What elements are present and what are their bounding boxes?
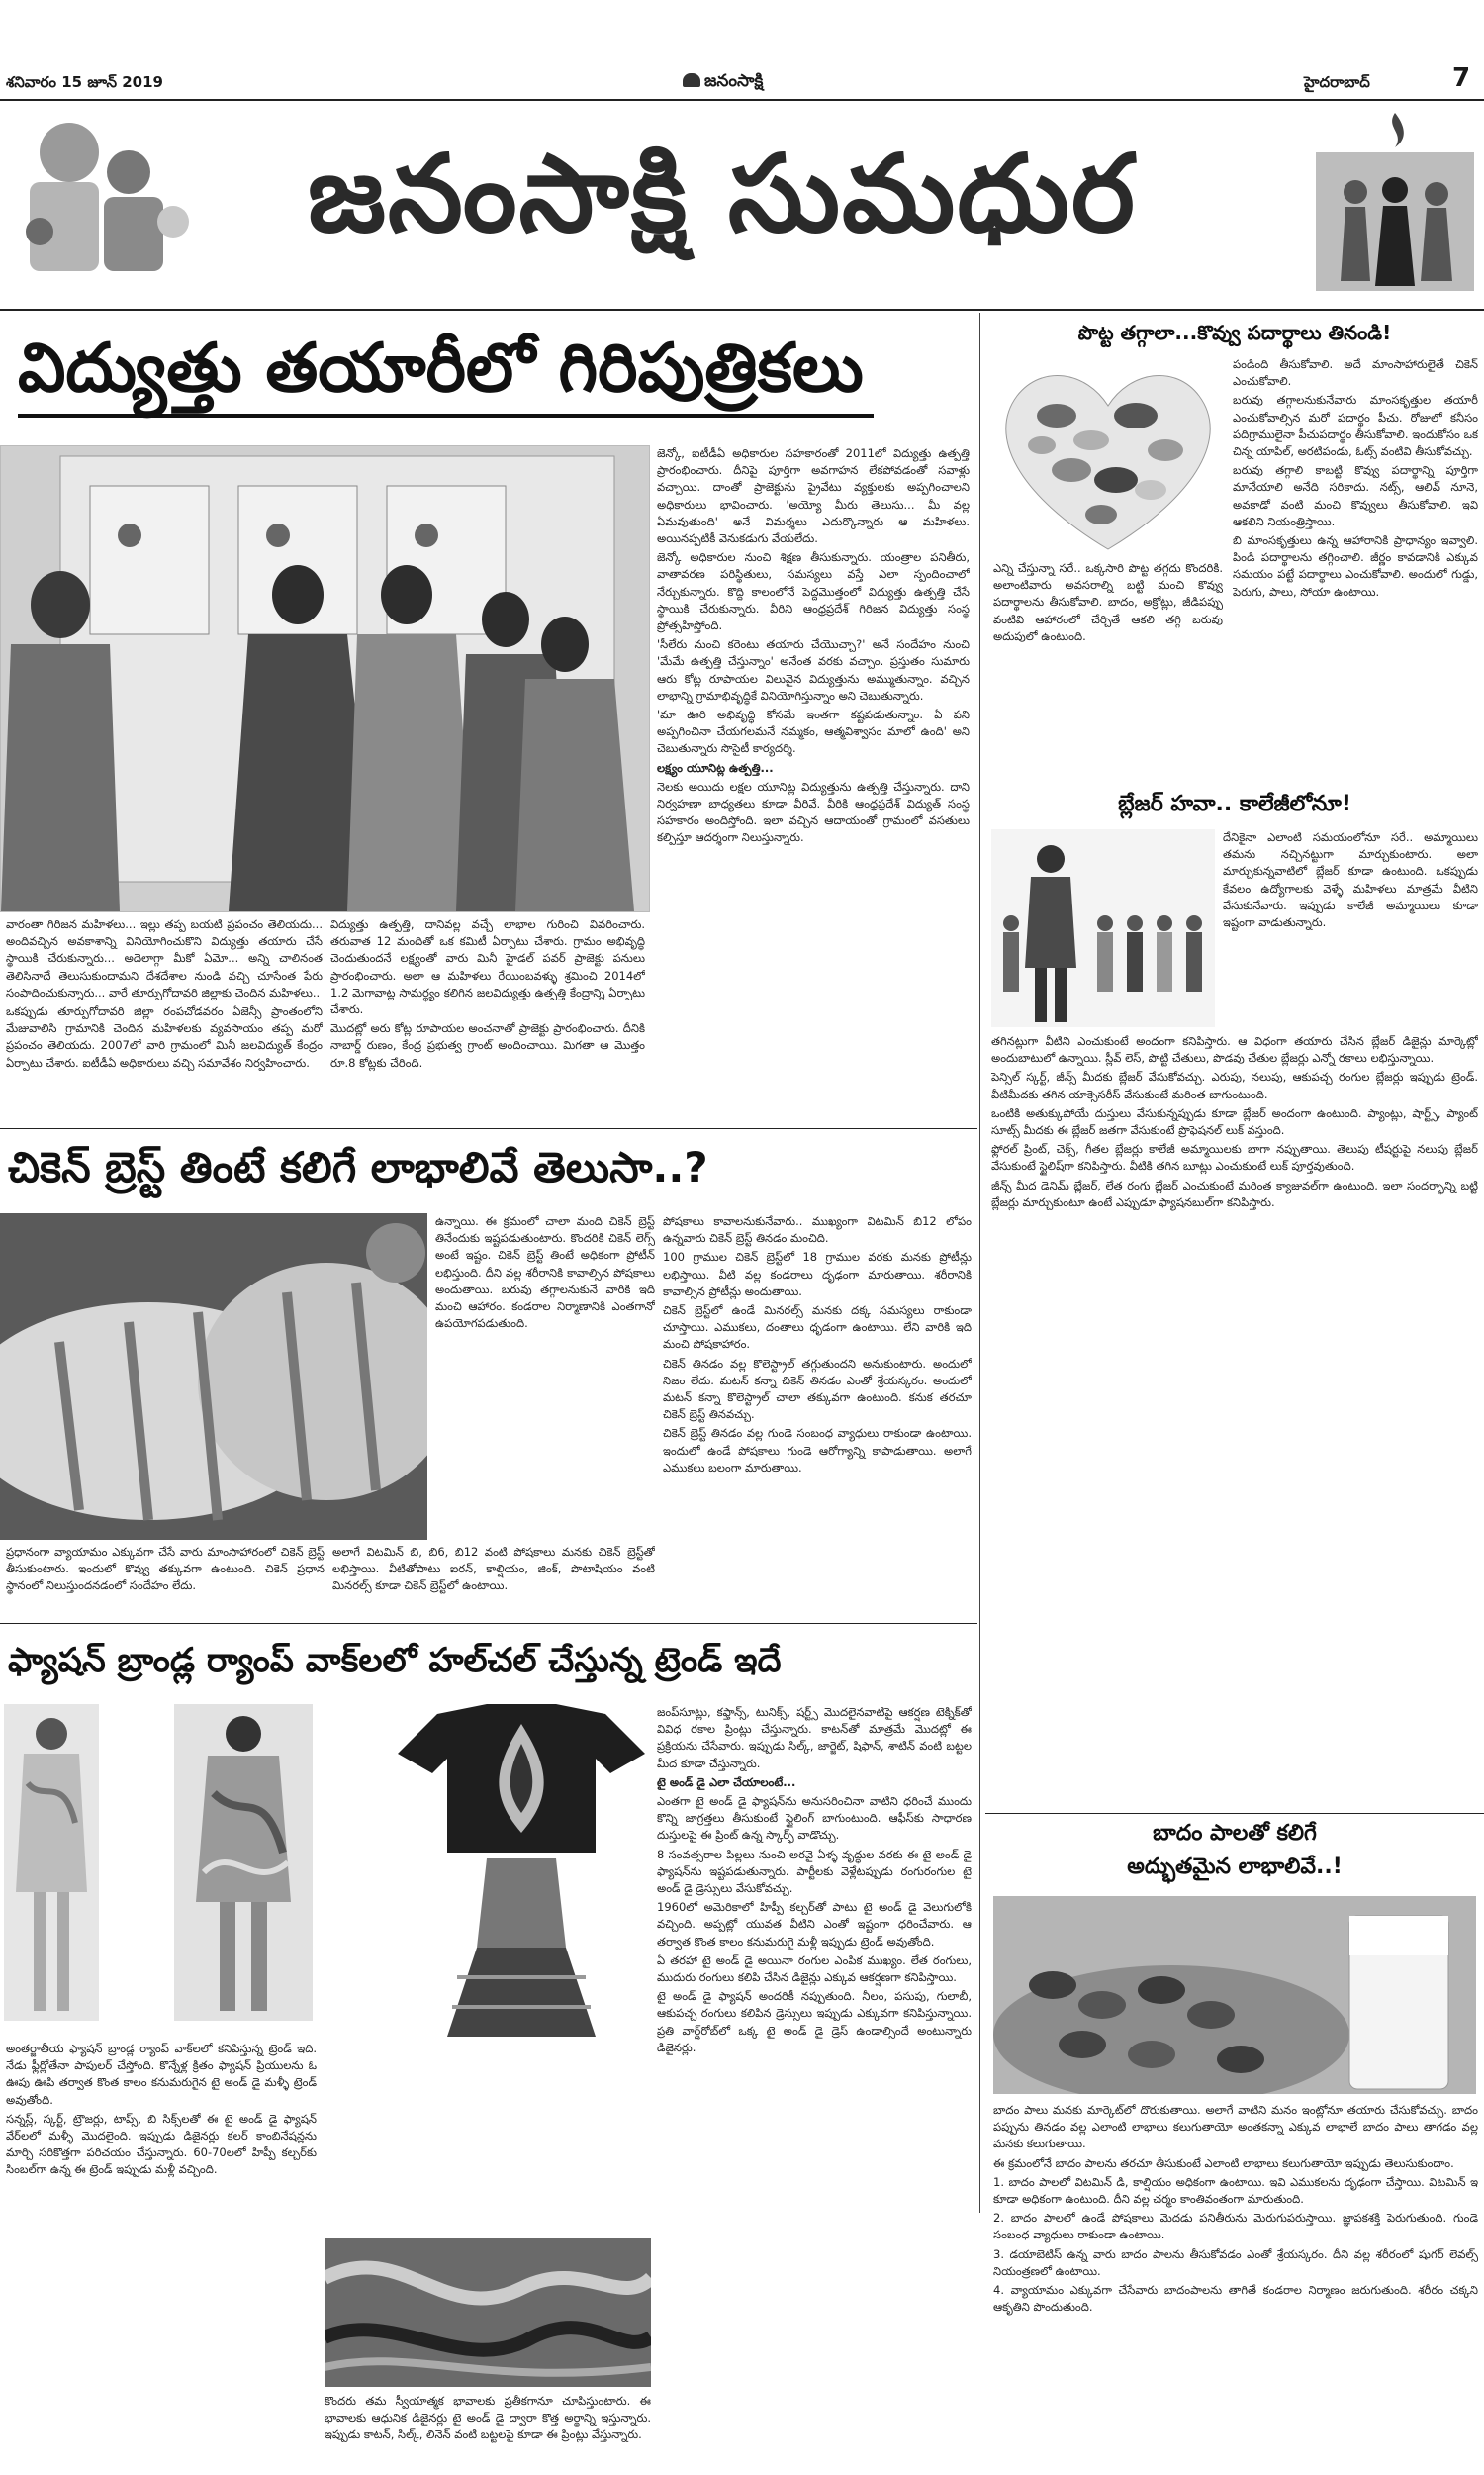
banner-left-illustration bbox=[10, 113, 208, 281]
chicken-col2 bbox=[663, 1213, 972, 1619]
dryfruits-side: ఎన్ని చేస్తున్నా సరే.. ఒక్కసారి పొట్ట తగ్గదు కొందరికి. అలాంటివారు అవసరాల్ని బట్టి మంచి కొవ్వు పదార్థాలను తీసుకోవాలి. బాదం, అక్రోట్లు, జీడిపప్పు వంటివి ఆహారంలో చేర్చితే ఆకలి తగ్గి బరువు అదుపులో ఉంటుంది. bbox=[993, 561, 1223, 643]
main-col1 bbox=[6, 916, 323, 1154]
fashion-col3-p1: జంప్‌సూట్లు, కఫ్తాన్స్, టునిక్స్, షర్ట్స్ మొదలైనవాటిపై ఆకర్షణ టెక్నిక్‌తో వివిధ రకాల ప్రింట్లు చేస్తున్నారు. కాటన్‌తో మాత్రమే మొదట్లో ఈ ప్రక్రియను చేసేవారు. ఇప్పుడు సిల్క్, జార్జెట్, షిఫాన్, శాటిన్ వంటి బట్టల మీద కూడా చేస్తున్నారు. bbox=[657, 1705, 972, 1770]
fashion-photo-fabric bbox=[325, 2238, 651, 2387]
main-col3-p4: 'మా ఊరి అభివృద్ధి కోసమే ఇంతగా కష్టపడుతున్నాం. ఏ పని అప్పగించినా చేయగలమనే నమ్మకం, ఆత్మవిశ్వాసం మాలో ఉంది' అని చెబుతున్నారు సొసైటీ కార్యదర్శి. bbox=[657, 708, 970, 756]
dryfruits-body bbox=[1233, 356, 1478, 782]
almond-headline-line2: అద్భుతమైన లాభాలివే..! bbox=[1127, 1855, 1343, 1879]
logo-icon bbox=[683, 73, 700, 87]
blazer-p4: ఫ్లోరల్ ప్రింట్, చెక్స్, గీతల బ్లేజర్లు కాలేజీ అమ్మాయిలకు బాగా నప్పుతాయి. తెలుపు టీషర్టుపై నలుపు బ్లేజర్ వేసుకుంటే స్టైలిష్‌గా కనిపిస్తారు. వీటికి తగిన బూట్లు ఎంచుకుంటే లుక్ పూర్తవుతుంది. bbox=[991, 1142, 1478, 1174]
main-col3-p5: నెలకు అయిదు లక్షల యూనిట్ల విద్యుత్తును ఉత్పత్తి చేస్తున్నారు. దాని నిర్వహణా బాధ్యతలు కూడా వీరివే. వీరికి ఆంధ్రప్రదేశ్ విద్యుత్ సంస్థ సహకారం అందిస్తోంది. ఇలా వచ్చిన ఆదాయంతో గ్రామంలో వసతులు కల్పిస్తూ ఆదర్శంగా నిలుస్తున్నారు. bbox=[657, 779, 970, 845]
fashion-top-rule bbox=[0, 1623, 977, 1624]
chicken-article bbox=[0, 1130, 977, 1625]
dryfruits-p1: పండింది తీసుకోవాలి. అదే మాంసాహారులైతే చికెన్ ఎంచుకోవాలి. bbox=[1233, 357, 1478, 389]
main-article bbox=[0, 313, 974, 1164]
main-col3 bbox=[657, 445, 970, 1154]
fashion-col3-subhead: టై అండ్ డై ఎలా చేయాలంటే... bbox=[657, 1774, 796, 1789]
almond-photo bbox=[993, 1896, 1476, 2094]
chicken-photo bbox=[0, 1213, 427, 1540]
fashion-col3-p6: టై అండ్ డై ఫ్యాషన్ అందరికీ నప్పుతుంది. నీలం, పసుపు, గులాబీ, ఆకుపచ్చ రంగులు కలిపిన డ్రెస్సులు ఇప్పుడు ఎక్కువగా కనిపిస్తున్నాయి. ప్రతి వార్డ్‌రోబ్‌లో ఒక్క టై అండ్ డై డ్రెస్ ఉండాల్సిందే అంటున్నారు డిజైనర్లు. bbox=[657, 1989, 972, 2054]
fashion-photo-dress bbox=[427, 1858, 615, 2037]
chicken-p4: చికెన్ తినడం వల్ల కొలెస్ట్రాల్ తగ్గుతుందని అనుకుంటారు. అందులో నిజం లేదు. మటన్ కన్నా చికెన్ తినడం ఎంతో శ్రేయస్కరం. అందులో మటన్ కన్నా కొలెస్ట్రాల్ చాలా తక్కువగా ఉంటుంది. కనుక తరచూ చికెన్ బ్రెస్ట్ తినవచ్చు. bbox=[663, 1356, 972, 1422]
main-headline: విద్యుత్తు తయారీలో గిరిపుత్రికలు bbox=[18, 325, 874, 418]
chicken-side: ఉన్నాయి. ఈ క్రమంలో చాలా మంది చికెన్ బ్రెస్ట్ తినేందుకు ఇష్టపడుతుంటారు. కొందరికి చికెన్ లెగ్స్ అంటే ఇష్టం. చికెన్ బ్రెస్ట్ తింటే అధికంగా ప్రోటీన్ లభిస్తుంది. దీని వల్ల శరీరానికి కావాల్సిన పోషకాలు అందుతాయి. బరువు తగ్గాలనుకునే వారికి ఇది మంచి ఆహారం. కండరాల నిర్మాణానికి ఎంతగానో ఉపయోగపడుతుంది. bbox=[435, 1214, 655, 1331]
header-paper-name: జనంసాక్షి bbox=[704, 71, 764, 91]
header-paper-logo bbox=[683, 71, 763, 95]
almond-top-rule bbox=[985, 1813, 1484, 1814]
blazer-p5: జీన్స్ మీద డెనిమ్ బ్లేజర్, లేత రంగు బ్లేజర్ ఎంచుకుంటే మరింత క్యాజువల్‌గా ఉంటుంది. ఇలా సందర్భాన్ని బట్టి బ్లేజర్లు మార్చుకుంటూ ఉంటే ఎప్పుడూ ఫ్యాషనబుల్‌గా కనిపిస్తారు. bbox=[991, 1178, 1478, 1209]
main-col3-p2: జెన్కో అధికారుల నుంచి శిక్షణ తీసుకున్నారు. యంత్రాల పనితీరు, వాతావరణ పరిస్థితులు, సమస్యలు వస్తే ఎలా స్పందించాలో నేర్చుకున్నారు. కొద్ది కాలంలోనే పెద్దమొత్తంలో విద్యుత్తు ఉత్పత్తి చేసే స్థాయికి చేరుకున్నారు. వీరిని ఆంధ్రప్రదేశ్ గిరిజన విద్యుత్తు సంస్థ ప్రోత్సహిస్తోంది. bbox=[657, 550, 970, 633]
main-col2-p1: విద్యుత్తు ఉత్పత్తి, దానివల్ల వచ్చే లాభాల గురించి వివరించారు. తరువాత 12 మందితో ఒక కమిటీ ఏర్పాటు చేశారు. గ్రామం అభివృద్ధి చెందుతుందనే లక్ష్యంతో వారు మినీ హైడల్ పవర్ ప్రాజెక్టు పనులు ప్రారంభించారు. అలా ఆ మహిళలు రేయింబవళ్ళు శ్రమించి 2014లో 1.2 మెగావాట్ల సామర్థ్యం కలిగిన జలవిద్యుత్తు ఉత్పత్తి కేంద్రాన్ని ఏర్పాటు చేశారు. bbox=[330, 917, 645, 1017]
blazer-article bbox=[985, 792, 1484, 1811]
almond-body bbox=[993, 2102, 1478, 2462]
main-col3-subhead: లక్ష్యం యూనిట్ల ఉత్పత్తి... bbox=[657, 760, 774, 775]
chicken-top-rule bbox=[0, 1128, 977, 1129]
chicken-bottom2: అలాగే విటమిన్ బి, బి6, బి12 వంటి పోషకాలు మనకు చికెన్ బ్రెస్ట్‌తో లభిస్తాయి. వీటితోపాటు ఐరన్, కాల్షియం, జింక్, పొటాషియం వంటి మినరల్స్ కూడా చికెన్ బ్రెస్ట్‌లో ఉంటాయి. bbox=[332, 1545, 655, 1593]
header-rule bbox=[0, 99, 1484, 101]
blazer-photo bbox=[991, 829, 1215, 1027]
fashion-bottom-p1: అంతర్జాతీయ ఫ్యాషన్ బ్రాండ్ల ర్యాంప్ వాక్‌లలో కనిపిస్తున్న ట్రెండ్ ఇది. నేడు ఫ్లీర్లోతేనా పాపులర్ చేస్తోంది. కొన్నేళ్ల క్రితం ఫ్యాషన్ ప్రియులను ఓ ఊపు ఊపి తర్వాత కొంత కాలం కనుమరుగైన టై అండ్ డై మళ్ళీ ట్రెండ్ అవుతోంది. bbox=[6, 2042, 317, 2107]
fashion-article bbox=[0, 1625, 977, 2474]
chicken-bottom: ప్రధానంగా వ్యాయామం ఎక్కువగా చేసే వారు మాంసాహారంలో చికెన్ బ్రెస్ట్ తీసుకుంటారు. ఇందులో కొవ్వు తక్కువగా ఉంటుంది. చికెన్ ప్రధాన స్థానంలో నిలుస్తుందనడంలో సందేహం లేదు. bbox=[6, 1545, 325, 1593]
fashion-photo-tshirt bbox=[398, 1704, 645, 1853]
header-date: శనివారం 15 జూన్ 2019 bbox=[6, 73, 163, 91]
blazer-p2: పెన్సిల్ స్కర్ట్, జీన్స్ మీదకు బ్లేజర్ వేసుకోవచ్చు. ఎరుపు, నలుపు, ఆకుపచ్చ రంగుల బ్లేజర్లు ఇప్పుడు ట్రెండ్. వీటిమీదకు తగిన యాక్సెసరీస్ వేసుకుంటే మరింత బాగుంటుంది. bbox=[991, 1070, 1478, 1101]
chicken-p5: చికెన్ బ్రెస్ట్ తినడం వల్ల గుండె సంబంధ వ్యాధులు రాకుండా ఉంటాయి. ఇందులో ఉండే పోషకాలు గుండె ఆరోగ్యాన్ని కాపాడుతాయి. అలాగే ఎముకలు బలంగా మారుతాయి. bbox=[663, 1426, 972, 1475]
main-col2 bbox=[330, 916, 645, 1154]
almond-p6: 4. వ్యాయామం ఎక్కువగా చేసేవారు బాదంపాలను తాగితే కండరాల నిర్మాణం జరుగుతుంది. శరీరం చక్కని ఆకృతిని పొందుతుంది. bbox=[993, 2283, 1478, 2315]
chicken-p2: 100 గ్రాముల చికెన్ బ్రెస్ట్‌లో 18 గ్రాముల వరకు మనకు ప్రోటీన్లు లభిస్తాయి. వీటి వల్ల కండరాలు దృఢంగా మారుతాయి. శరీరానికి కావాల్సిన ప్రోటీన్లు అందుతాయి. bbox=[663, 1250, 972, 1298]
almond-p3: 1. బాదం పాలలో విటమిన్ డి, కాల్షియం అధికంగా ఉంటాయి. ఇవి ఎముకలను దృఢంగా చేస్తాయి. విటమిన్ ఇ కూడా అధికంగా ఉంటుంది. దీని వల్ల చర్మం కాంతివంతంగా మారుతుంది. bbox=[993, 2174, 1478, 2207]
almond-p2: ఈ క్రమంలోనే బాదం పాలను తరచూ తీసుకుంటే ఎలాంటి లాభాలు కలుగుతాయో ఇప్పుడు తెలుసుకుందాం. bbox=[993, 2155, 1454, 2170]
section-banner bbox=[0, 103, 1484, 307]
chicken-headline: చికెన్ బ్రెస్ట్ తింటే కలిగే లాభాలివే తెలుసా..? bbox=[8, 1143, 708, 1191]
main-col3-p1: జెన్కో, ఐటీడీఏ అధికారుల సహకారంతో 2011లో విద్యుత్తు ఉత్పత్తి ప్రారంభించారు. దీనిపై పూర్తిగా అవగాహన లేకపోవడంతో సవాళ్లు వచ్చాయి. దాంతో ప్రాజెక్టును ప్రైవేటు వ్యక్తులకు అప్పగించాలని అధికారులు భావించారు. 'అయ్యో మీరు తెలుసు... మీ వల్ల ఏమవుతుంది' అనే విమర్శలు ఎదుర్కొన్నారు ఆ మహిళలు. అయినప్పటికీ వెనుకడుగు వేయలేదు. bbox=[657, 446, 970, 546]
dryfruits-article bbox=[985, 313, 1484, 788]
page-header bbox=[0, 0, 1484, 105]
fashion-bottom bbox=[6, 2041, 317, 2468]
almond-article bbox=[985, 1815, 1484, 2468]
almond-p5: 3. డయాబెటిస్ ఉన్న వారు బాదం పాలను తీసుకోవడం ఎంతో శ్రేయస్కరం. దీని వల్ల శరీరంలో షుగర్ లెవల్స్ నియంత్రణలో ఉంటాయి. bbox=[993, 2246, 1478, 2278]
header-city: హైదరాబాద్ bbox=[1304, 73, 1370, 91]
almond-p4: 2. బాదం పాలలో ఉండే పోషకాలు మెదడు పనితీరును మెరుగుపరుస్తాయి. జ్ఞాపకశక్తి పెరుగుతుంది. గుండె సంబంధ వ్యాధులు రాకుండా ఉంటాయి. bbox=[993, 2211, 1478, 2242]
main-col3-p3: 'సీలేరు నుంచి కరెంటు తయారు చేయొచ్చా?' అనే సందేహం నుంచి 'మేమే ఉత్పత్తి చేస్తున్నాం' అనేంత వరకు వచ్చాం. ప్రస్తుతం సుమారు ఆరు కోట్ల రూపాయల విలువైన విద్యుత్తును అమ్ముతున్నాం. వచ్చిన లాభాన్ని గ్రామాభివృద్ధికే వినియోగిస్తున్నాం అని చెబుతున్నారు. bbox=[657, 637, 970, 703]
fashion-col2-bottom: కొందరు తమ స్వీయాత్మక భావాలకు ప్రతీకగానూ చూపిస్తుంటారు. ఈ భావాలకు ఆధునిక డిజైనర్లు టై అండ్ డై ద్వారా కొత్త అర్థాన్ని ఇస్తున్నారు. ఇప్పుడు కాటన్, సిల్క్, లినెన్ వంటి బట్టలపై కూడా ఈ ప్రింట్లు వేస్తున్నారు. bbox=[325, 2394, 651, 2442]
blazer-p1: తగినట్లుగా వీటిని ఎంచుకుంటే అందంగా కనిపిస్తారు. ఆ విధంగా తయారు చేసిన బ్లేజర్ డిజైన్లు మార్కెట్లో అందుబాటులో ఉన్నాయి. స్లీవ్ లెస్, పొట్టి చేతులు, పొడవు చేతుల బ్లేజర్లు ఎన్నో రకాలు లభిస్తున్నాయి. bbox=[991, 1034, 1478, 1066]
banner-rule bbox=[0, 309, 1484, 311]
fashion-col3-p4: 1960లో అమెరికాలో హిప్పీ కల్చర్‌తో పాటు టై అండ్ డై వెలుగులోకి వచ్చింది. అప్పట్లో యువత వీటిని ఎంతో ఇష్టంగా ధరించేవారు. ఆ తర్వాత కొంత కాలం కనుమరుగై మళ్లీ ఇప్పుడు ట్రెండ్ అవుతోంది. bbox=[657, 1900, 972, 1949]
fashion-bottom-p2: సన్నస్ల్, స్కర్ట్, ట్రౌజర్లు, టాప్స్, బి సిక్స్‌లతో ఈ టై అండ్ డై ఫ్యాషన్ వేర్‌లలో మళ్ళీ మొదలైంది. ఇప్పుడు డిజైనర్లు కలర్ కాంబినేషన్లను మార్చి సరికొత్తగా పరిచయం చేస్తున్నారు. 60-70లలో హిప్పీ కల్చర్‌కు సింబల్‌గా ఉన్న ఈ ట్రెండ్ ఇప్పుడు మళ్లీ వచ్చింది. bbox=[6, 2111, 317, 2177]
fashion-col3-p2: ఎంతగా టై అండ్ డై ఫ్యాషన్‌ను అనుసరించినా వాటిని ధరించే ముందు కొన్ని జాగ్రత్తలు తీసుకుంటే స్టైలింగ్ బాగుంటుంది. ఆఫీస్‌కు సాధారణ దుస్తులపై ఈ ప్రింట్ ఉన్న స్కార్ఫ్ వాడొచ్చు. bbox=[657, 1794, 972, 1843]
page-number: 7 bbox=[1452, 63, 1471, 93]
blazer-body bbox=[991, 1033, 1478, 1805]
dryfruits-headline: పొట్ట తగ్గాలా...కొవ్వు పదార్థాలు తినండి! bbox=[1077, 321, 1392, 344]
dryfruits-p2: బరువు తగ్గాలనుకునేవారు మాంసకృత్తుల తయారీ ఎంచుకోవాల్సిన మరో పదార్థం పీచు. రోజులో కనీసం పదిగ్రాములైనా పీచుపదార్థం తీసుకోవాలి. ఇందుకోసం ఒక చిన్న యాపిల్, అరటిపండు, ఓట్స్ వంటివి తీసుకోవచ్చు. bbox=[1233, 393, 1478, 459]
fashion-col3 bbox=[657, 1704, 972, 2468]
main-col1-p2: ఒకప్పుడు తూర్పుగోదావరి జిల్లా రంపచోడవరం ఏజెన్సీ ప్రాంతంలోని మేజువాలిసి గ్రామానికి చెందిన మహిళలకు వ్యవసాయం తప్ప మరో ప్రపంచం తెలియదు. 2007లో వారి గ్రామంలో మినీ జలవిద్యుత్ కేంద్రం ఏర్పాటు చేశారు. ఐటీడీఏ అధికారులు వచ్చి సమావేశం నిర్వహించారు. bbox=[6, 1004, 323, 1070]
blazer-side: దేనికైనా ఎలాంటి సమయంలోనూ సరే.. అమ్మాయిలు తమను నచ్చినట్టుగా మార్చుకుంటారు. అలా మార్చుకున్నవాటిలో బ్లేజర్ కూడా ఉంటుంది. ఒకప్పుడు కేవలం ఉద్యోగాలకు వెళ్ళే మహిళలు మాత్రమే వీటిని వేసుకునేవారు. ఇప్పుడు కాలేజీ అమ్మాయిలు కూడా ఇష్టంగా వాడుతున్నారు. bbox=[1223, 830, 1478, 930]
fashion-headline: ఫ్యాషన్ బ్రాండ్ల ర్యాంప్ వాక్‌లలో హల్‌చల్ చేస్తున్న ట్రెండ్ ఇదే bbox=[8, 1641, 782, 1680]
blazer-headline: బ్లేజర్ హవా.. కాలేజీలోనూ! bbox=[1118, 792, 1351, 816]
dryfruits-p4: బి మాంసకృత్తులు ఉన్న ఆహారానికి ప్రాధాన్యం ఇవ్వాలి. పిండి పదార్థాలను తగ్గించాలి. జీర్ణం కావడానికి ఎక్కువ సమయం పట్టే పదార్థాలు ఎంచుకోవాలి. అందులో గుడ్డు, పెరుగు, పాలు, సోయా ఉంటాయి. bbox=[1233, 533, 1478, 599]
main-photo bbox=[0, 445, 650, 912]
chicken-p1: పోషకాలు కావాలనుకునేవారు.. ముఖ్యంగా విటమిన్ బి12 లోపం ఉన్నవారు చికెన్ బ్రెస్ట్ తినడం మంచిది. bbox=[663, 1214, 972, 1246]
main-col2-p2: మొదట్లో అరు కోట్ల రూపాయల అంచనాతో ప్రాజెక్టు ప్రారంభించారు. దీనికి నాబార్డ్ రుణం, కేంద్ర ప్రభుత్వ గ్రాంట్ అందించాయి. మిగతా ఆ మొత్తం రూ.8 కోట్లకు చేరింది. bbox=[330, 1021, 645, 1070]
fashion-photo-model1 bbox=[4, 1704, 99, 2021]
dryfruits-p3: బరువు తగ్గాలి కాబట్టి కొవ్వు పదార్థాన్ని పూర్తిగా మానేయాలి అనేది సరికాదు. నట్స్, ఆలివ్ నూనె, అవకాడో వంటి మంచి కొవ్వులు తీసుకోవాలి. ఇవి ఆకలిని నియంత్రిస్తాయి. bbox=[1233, 463, 1478, 528]
fashion-photo-model2 bbox=[174, 1704, 313, 2021]
dryfruits-photo bbox=[997, 356, 1219, 554]
banner-title: జనంసాక్షి సుమధుర bbox=[308, 133, 1137, 256]
fashion-col3-p3: 8 సంవత్సరాల పిల్లలు నుంచి అరవై ఏళ్ళ వృద్ధుల వరకు ఈ టై అండ్ డై ఫ్యాషన్‌ను ఇష్టపడుతున్నారు. పార్టీలకు వెళ్లేటప్పుడు రంగురంగుల టై అండ్ డై డ్రెస్సులు వేసుకోవచ్చు. bbox=[657, 1847, 972, 1896]
fashion-col3-p5: ఏ తరహా టై అండ్ డై అయినా రంగుల ఎంపిక ముఖ్యం. లేత రంగులు, ముదురు రంగులు కలిపి చేసిన డిజైన్లు ఎక్కువ ఆకర్షణగా కనిపిస్తాయి. bbox=[657, 1952, 972, 1985]
main-col1-p1: వారంతా గిరిజన మహిళలు... ఇల్లు తప్ప బయటి ప్రపంచం తెలియదు... అందివచ్చిన అవకాశాన్ని వినియోగించుకొని విద్యుత్తు తయారు చేసే స్థాయికి చేరుకున్నారు... అదెలాగ్గా మీకో ఏమో... అన్ని చాలినంత తెలిసినాదే తెలుసుకుందామని దేశదేశాల నుండి వచ్చి చూసేంత పేరు సంపాదించుకున్నారు... వారే తూర్పుగోదావరి జిల్లాకు చెందిన మహిళలు.. bbox=[6, 917, 323, 1000]
chicken-p3: చికెన్ బ్రెస్ట్‌లో ఉండే మినరల్స్ మనకు దక్క సమస్యలు రాకుండా చూస్తాయి. ఎముకలు, దంతాలు ధృడంగా ఉంటాయి. లేని వారికి ఇది మంచి పోషకాహారం. bbox=[663, 1303, 972, 1352]
main-right-divider bbox=[979, 313, 980, 2213]
banner-right-illustration bbox=[1316, 113, 1474, 291]
almond-p1: బాదం పాలు మనకు మార్కెట్‌లో దొరుకుతాయి. అలాగే వాటిని మనం ఇంట్లోనూ తయారు చేసుకోవచ్చు. బాదం పప్పును తినడం వల్ల ఎలాంటి లాభాలు కలుగుతాయో అంతకన్నా ఎక్కువ లాభాలే బాదం పాలు తాగడం వల్ల మనకు కలుగుతాయి. bbox=[993, 2103, 1478, 2151]
blazer-p3: ఒంటికి అతుక్కుపోయే దుస్తులు వేసుకున్నప్పుడు కూడా బ్లేజర్ అందంగా ఉంటుంది. ప్యాంట్లు, షార్ట్స్, ప్యాంట్ సూట్స్ మీదకు ఈ బ్లేజర్ జతగా వేసుకుంటే ప్రొఫెషనల్ లుక్ వస్తుంది. bbox=[991, 1105, 1478, 1138]
almond-headline-line1: బాదం పాలతో కలిగే bbox=[1153, 1821, 1317, 1846]
